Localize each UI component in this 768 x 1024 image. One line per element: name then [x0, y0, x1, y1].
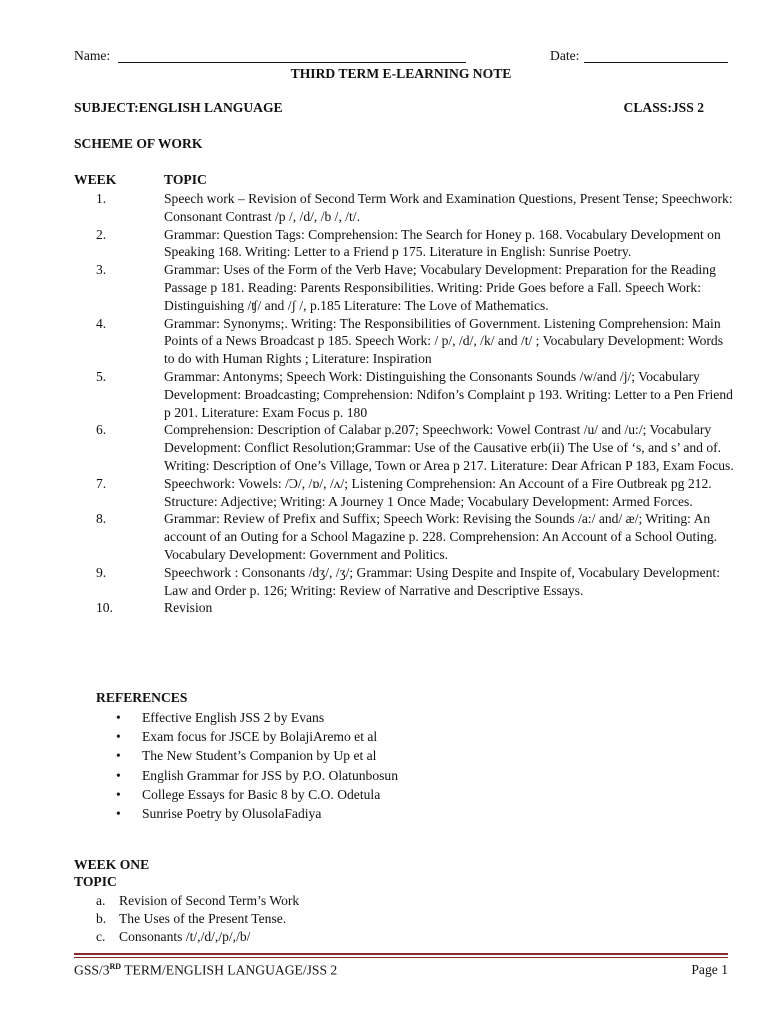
- table-row: [74, 261, 734, 314]
- week-number: 9.: [96, 564, 107, 580]
- week-one-topics: [96, 892, 299, 946]
- footer-rule: [74, 953, 728, 955]
- week-one-topic-label: TOPIC: [74, 874, 117, 889]
- table-row: [74, 475, 734, 511]
- week-number: 5.: [96, 368, 107, 384]
- week-number: 8.: [96, 511, 107, 527]
- table-row: [74, 190, 734, 226]
- scheme-heading: SCHEME OF WORK: [74, 136, 203, 151]
- week-column-heading: WEEK: [74, 172, 117, 187]
- class-label: CLASS:JSS 2: [623, 100, 704, 115]
- list-item: • Effective English JSS 2 by Evans: [112, 708, 398, 727]
- list-item: [96, 892, 299, 910]
- week-topic: Grammar: Antonyms; Speech Work: Distinguishing the Consonants Sounds /w/and /j/; Vocabulary Development: Broadcasting; Comprehension: Ndifon’s Complaint p 193. Writing: Letter to a Pen Friend p 201. Literature: Exam Focus p. 180: [164, 368, 733, 420]
- week-topic: Speech work – Revision of Second Term Work and Examination Questions, Present Tense; Speechwork: Consonant Contrast /p /, /d/, /b /, /t/.: [164, 191, 733, 224]
- list-item: • English Grammar for JSS by P.O. Olatunbosun: [112, 766, 398, 785]
- week-topic: Grammar: Review of Prefix and Suffix; Speech Work: Revising the Sounds /a:/ and/ æ/; Writing: An account of an Outing for a School Magazine p. 228. Comprehension: An Account of a School Outing. Vocabulary Development: Government and Politics.: [164, 511, 718, 562]
- week-number: 10.: [96, 600, 113, 616]
- references-heading: REFERENCES: [96, 690, 188, 705]
- list-item: • The New Student’s Companion by Up et al: [112, 746, 398, 765]
- week-number: 3.: [96, 262, 107, 278]
- week-number: 6.: [96, 422, 107, 438]
- week-topic: Revision: [164, 600, 213, 616]
- footer-course-pre: GSS/3: [74, 962, 110, 978]
- table-row: [74, 510, 734, 563]
- list-item: [96, 928, 299, 946]
- topic-column-heading: TOPIC: [164, 172, 207, 187]
- week-number: 4.: [96, 315, 107, 331]
- week-topic: Comprehension: Description of Calabar p.207; Speechwork: Vowel Contrast /u/ and /u:/; Vocabulary Development: Conflict Resolution;Grammar: Use of the Causative erb(ii) The Use of ‘s, and s’ and of. Writing: Description of One’s Village, Town or Area p 217. Literature: Dear African P 183, Exam Focus.: [164, 422, 734, 473]
- scheme-table: [74, 190, 734, 617]
- footer-course-sup: RD: [109, 962, 122, 971]
- footer-rule-thin: [74, 957, 728, 958]
- date-label: Date:: [550, 48, 580, 63]
- table-row: [74, 315, 734, 368]
- week-topic: Grammar: Uses of the Form of the Verb Have; Vocabulary Development: Preparation for the Reading Passage p 181. Reading: Parents Responsibilities. Writing: Pride Goes before a Fall. Speech Work: Distinguishing /ʧ/ and /ʃ /, p.185 Literature: The Love of Mathematics.: [164, 262, 716, 313]
- page-number: Page 1: [691, 962, 728, 977]
- list-item: [96, 910, 299, 928]
- list-item: • College Essays for Basic 8 by C.O. Odetula: [112, 785, 398, 804]
- date-blank: [584, 62, 728, 63]
- week-one-heading: WEEK ONE: [74, 857, 150, 872]
- week-topic: Speechwork : Consonants /dʒ/, /ʒ/; Grammar: Using Despite and Inspite of, Vocabulary Development: Law and Order p. 126; Writing: Review of Narrative and Descriptive Essays.: [164, 564, 720, 598]
- week-number: 1.: [96, 191, 107, 206]
- list-item: • Sunrise Poetry by OlusolaFadiya: [112, 804, 398, 823]
- item-text: The Uses of the Present Tense.: [119, 911, 287, 926]
- subject-label: SUBJECT:ENGLISH LANGUAGE: [74, 100, 283, 115]
- item-letter: b.: [96, 911, 107, 926]
- week-number: 2.: [96, 226, 107, 242]
- week-number: 7.: [96, 475, 107, 491]
- references-list: [112, 708, 398, 823]
- footer-course: [74, 962, 337, 979]
- document-title: THIRD TERM E-LEARNING NOTE: [290, 66, 512, 81]
- week-topic: Speechwork: Vowels: /Ɔ/, /ɒ/, /ʌ/; Listening Comprehension: An Account of a Fire Outbreak pg 212. Structure: Adjective; Writing: A Journey 1 Once Made; Vocabulary Development: Armed Forces.: [164, 475, 712, 509]
- footer-course-post: TERM/ENGLISH LANGUAGE/JSS 2: [121, 962, 338, 978]
- table-row: [74, 421, 734, 474]
- week-topic: Grammar: Question Tags: Comprehension: The Search for Honey p. 168. Vocabulary Development on Speaking 168. Writing: Letter to a Friend p 175. Literature in English: Sunrise Poetry.: [164, 226, 721, 260]
- item-text: Consonants /t/,/d/,/p/,/b/: [119, 929, 251, 944]
- name-label: Name:: [74, 48, 111, 63]
- table-row: [74, 599, 734, 617]
- item-text: Revision of Second Term’s Work: [119, 893, 300, 908]
- table-row: [74, 226, 734, 262]
- week-topic: Grammar: Synonyms;. Writing: The Responsibilities of Government. Listening Comprehension: Main Points of a News Broadcast p 185. Speech Work: / p/, /d/, /k/ and /t/ ; Vocabulary Development: Words to do with Human Rights ; Literature: Inspiration: [164, 315, 723, 367]
- item-letter: a.: [96, 893, 106, 908]
- table-row: [74, 368, 734, 421]
- item-letter: c.: [96, 929, 106, 944]
- table-row: [74, 564, 734, 600]
- document-page: [74, 46, 734, 944]
- name-date-line: [74, 46, 728, 66]
- name-blank: [118, 62, 466, 63]
- list-item: • Exam focus for JSCE by BolajiAremo et al: [112, 727, 398, 746]
